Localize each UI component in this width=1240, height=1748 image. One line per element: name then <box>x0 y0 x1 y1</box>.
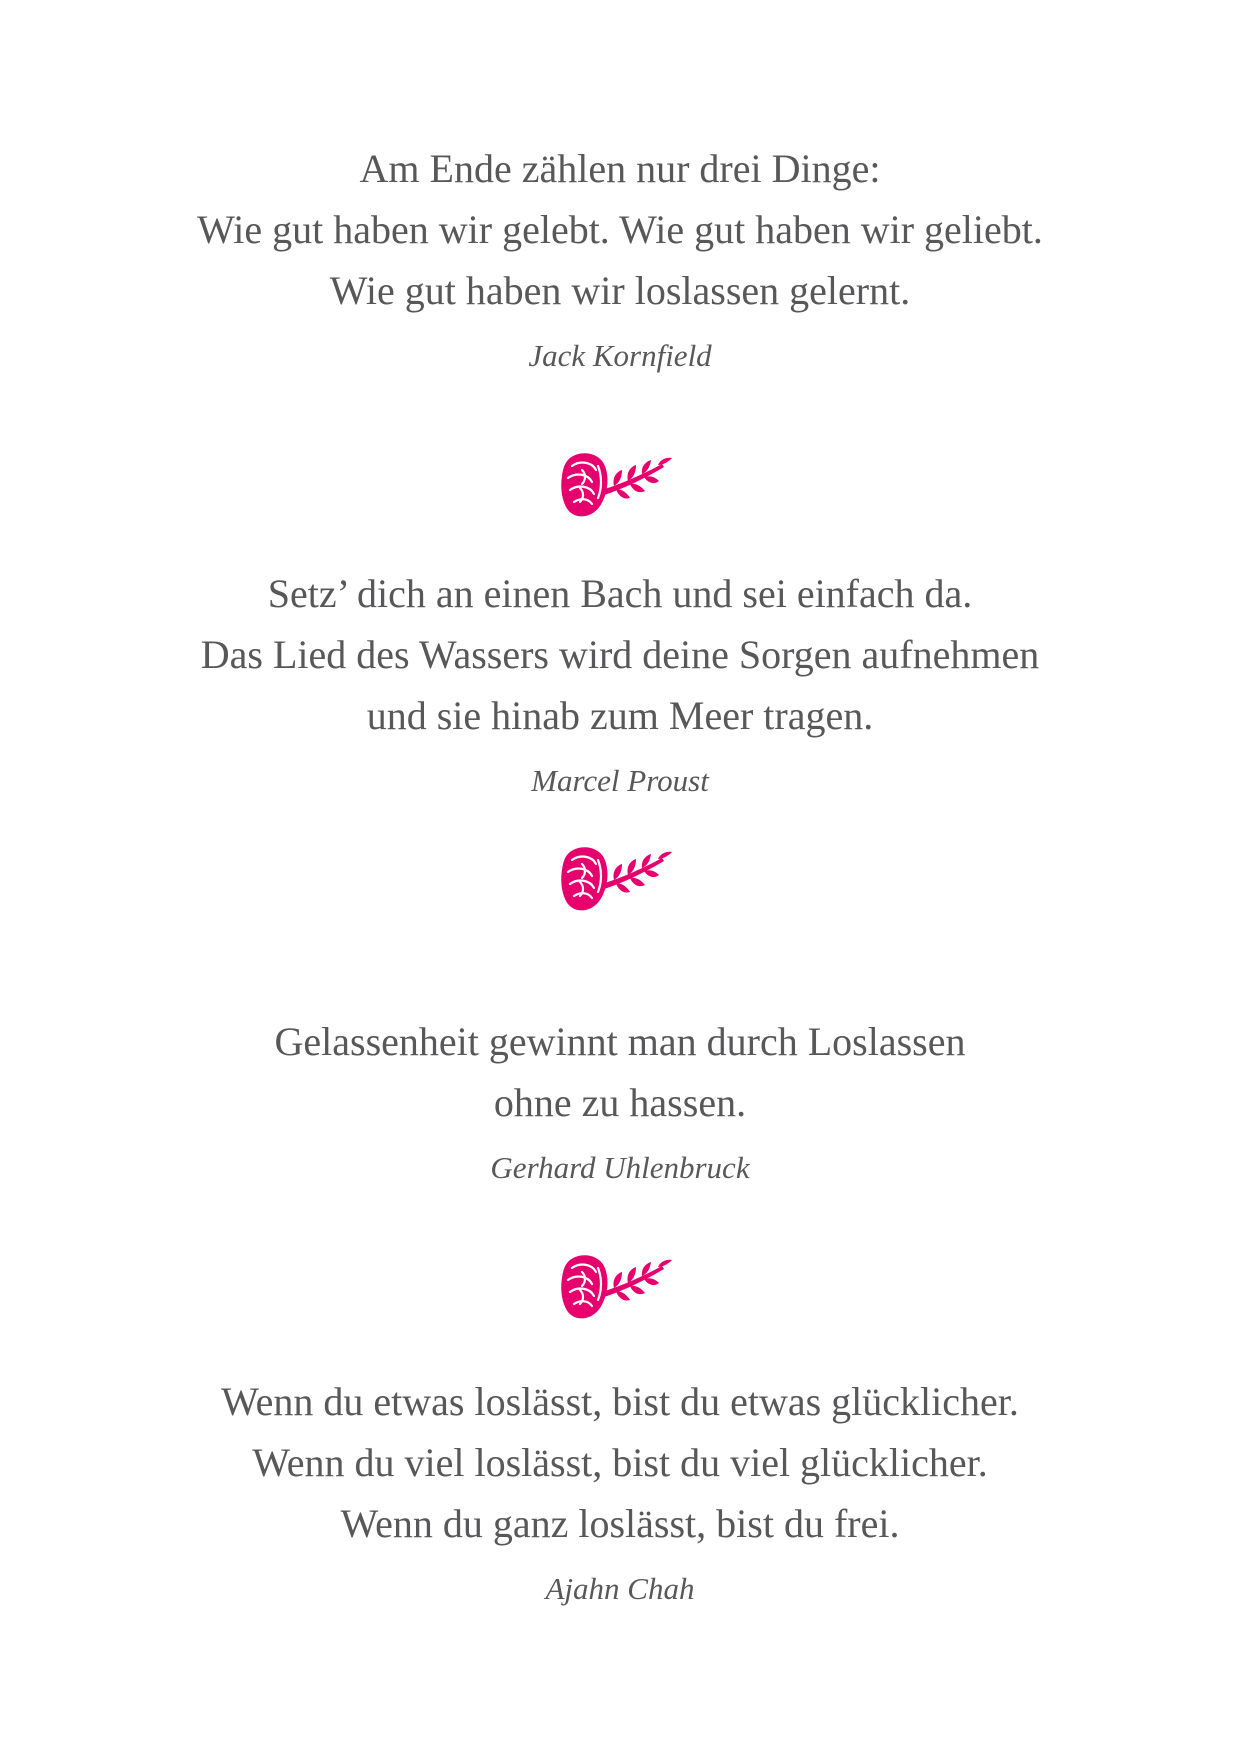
quote-line: Wenn du etwas loslässt, bist du etwas glücklicher. <box>221 1379 1019 1424</box>
quote-text <box>0 138 1240 321</box>
quote-line: Wie gut haben wir loslassen gelernt. <box>329 268 911 313</box>
quote-line: und sie hinab zum Meer tragen. <box>366 693 874 738</box>
quote-line: Wie gut haben wir gelebt. Wie gut haben wir geliebt. <box>197 207 1043 252</box>
quote-line: Das Lied des Wassers wird deine Sorgen aufnehmen <box>200 632 1040 677</box>
quote-text <box>0 1011 1240 1133</box>
rose-with-stem-icon <box>558 842 682 918</box>
quote-2 <box>0 563 1240 801</box>
quote-text <box>0 1371 1240 1554</box>
quote-line: Am Ende zählen nur drei Dinge: <box>359 146 881 191</box>
quote-line: Wenn du ganz loslässt, bist du frei. <box>340 1501 900 1546</box>
quote-3 <box>0 1011 1240 1188</box>
quote-author: Ajahn Chah <box>545 1571 695 1606</box>
quote-text <box>0 563 1240 746</box>
quote-line: Setz’ dich an einen Bach und sei einfach da. <box>267 571 973 616</box>
quote-author: Gerhard Uhlenbruck <box>490 1150 750 1185</box>
quote-line: Gelassenheit gewinnt man durch Loslassen <box>274 1019 966 1064</box>
quote-line: ohne zu hassen. <box>493 1080 747 1125</box>
quote-author: Marcel Proust <box>531 763 709 798</box>
quote-4 <box>0 1371 1240 1609</box>
quote-1 <box>0 138 1240 376</box>
quote-line: Wenn du viel loslässt, bist du viel glücklicher. <box>252 1440 988 1485</box>
rose-with-stem-icon <box>558 1250 682 1326</box>
quote-author: Jack Kornfield <box>528 338 712 373</box>
rose-with-stem-icon <box>558 448 682 524</box>
